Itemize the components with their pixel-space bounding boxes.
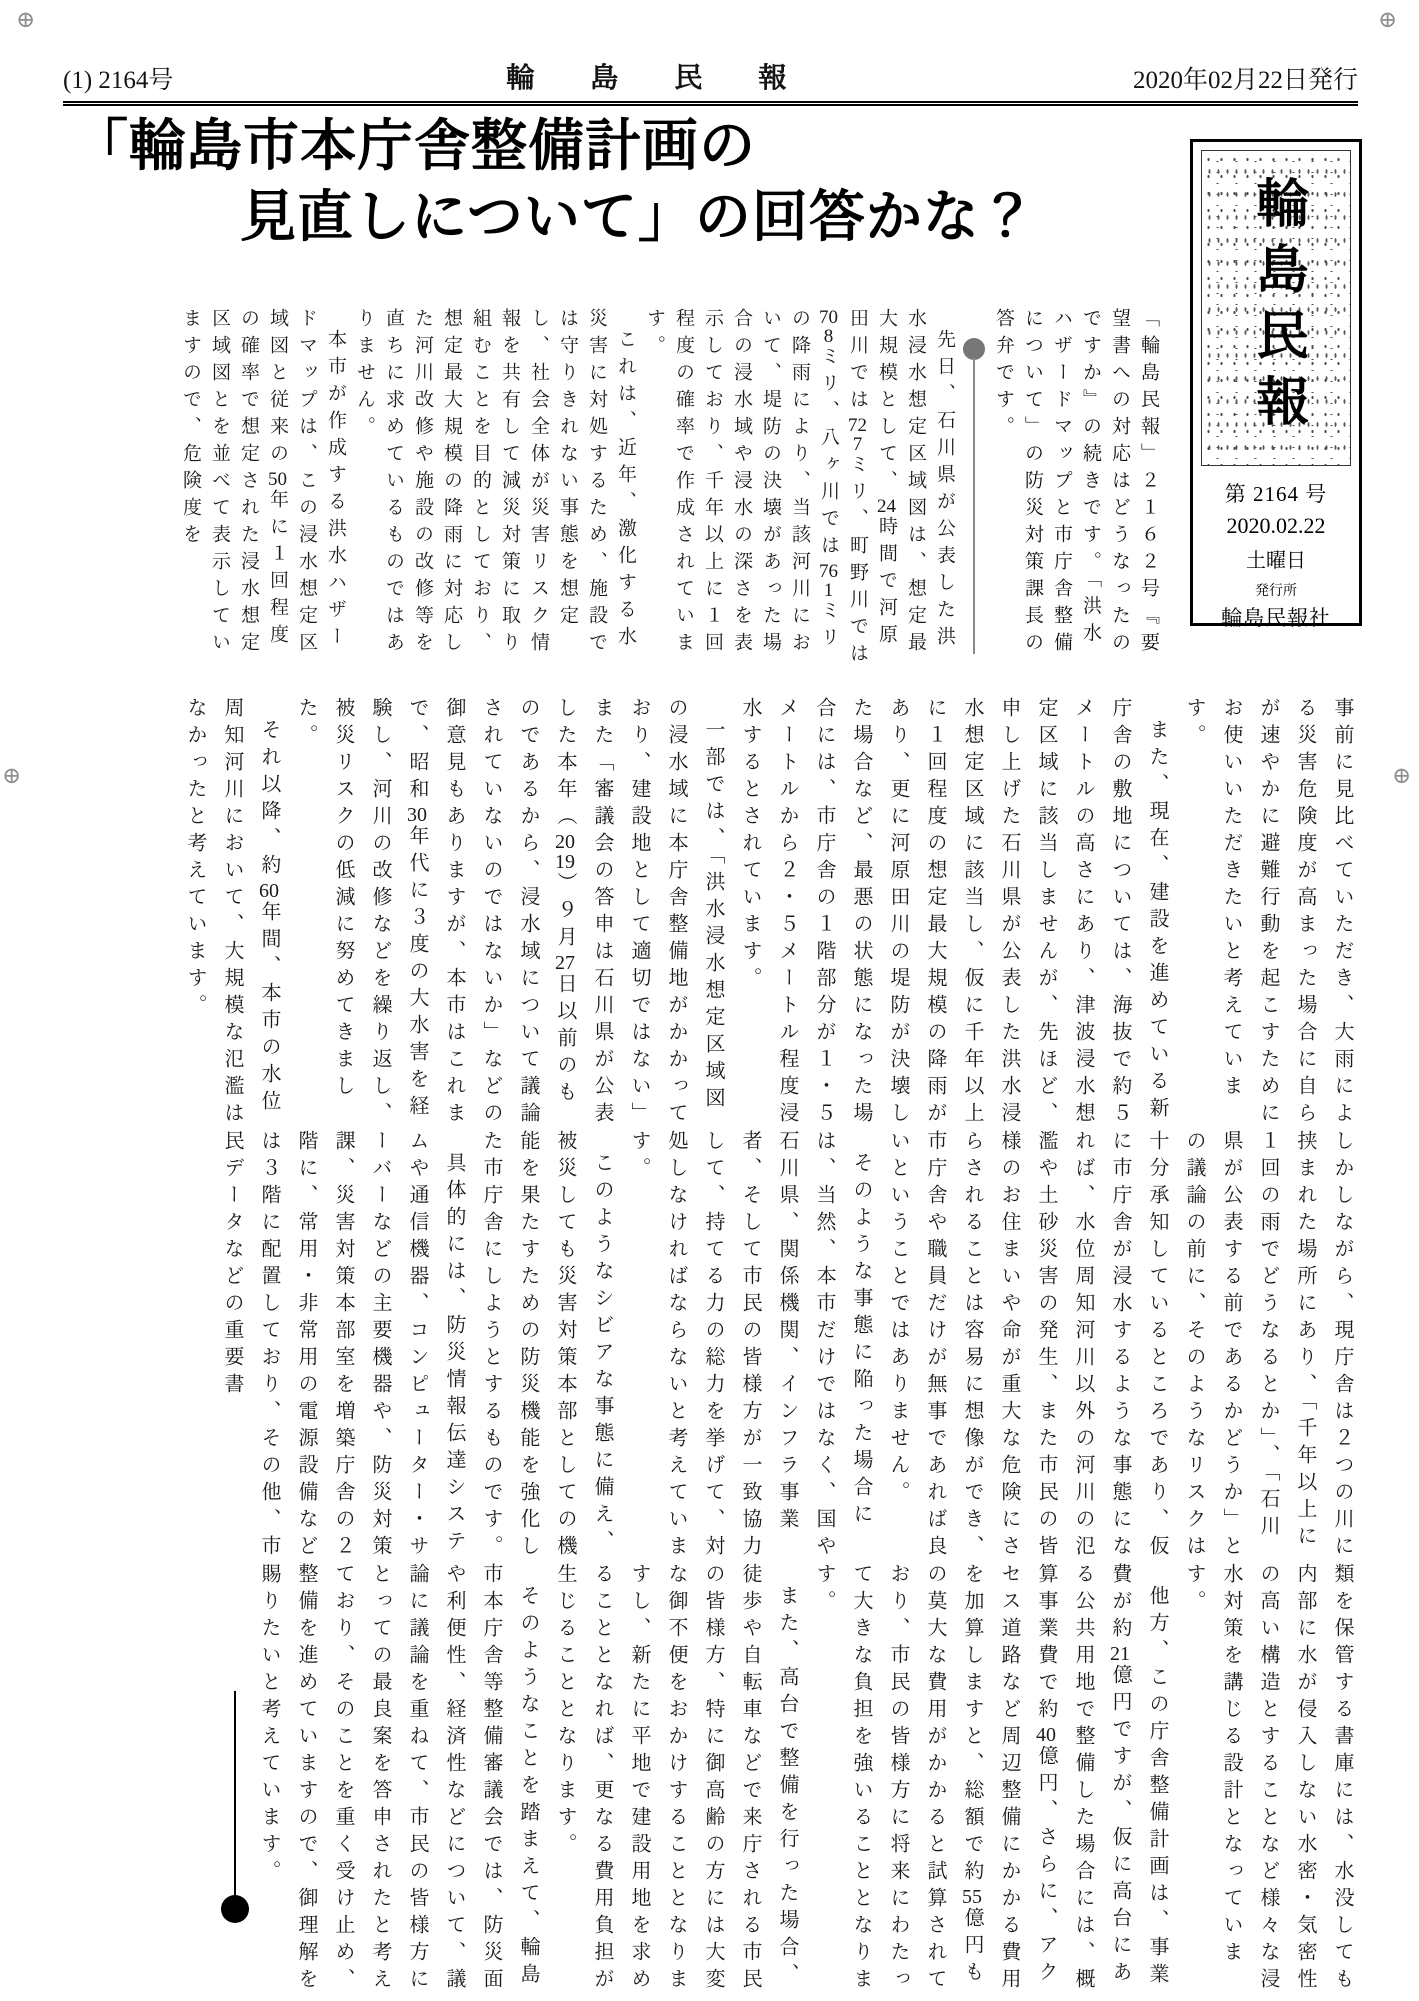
- masthead-publisher: 輪島民報社: [1221, 606, 1331, 630]
- masthead-issue-number: 第 2164 号: [1224, 482, 1328, 506]
- headline-line-2: 見直しについて」の回答かな？: [240, 185, 1037, 248]
- masthead-box: [1190, 139, 1362, 630]
- article-headline: [72, 110, 1037, 252]
- number-tcy: 72: [848, 416, 867, 435]
- masthead-publisher-label: 発行所: [1255, 584, 1297, 599]
- article-paragraph: 事前に見比べていただき、大雨による災害危険度が高まった場合に自らが速やかに避難行動を起こすためにお使いいただきたいと考えています。: [1183, 697, 1353, 1129]
- article-paragraph: しかしながら、現庁舎は２つの川に挟まれた場所にあり、「千年以上に１回の雨でどうなるとか」、「石川県が公表する前であるかどうか」との議論の前に、そのようなリスクは十分承知しているところであり、仮に市庁舎が浸水するような事態になれば、水位周知河川以外の河川の氾濫や土砂災害の発生、また市民の皆様のお住まいや命が重大な危険にさらされることは容易に想像ができ、市庁舎や職員だけが無事であれば良いということではありません。: [887, 1130, 1353, 1562]
- article-paragraph: また、現在、建設を進めている新庁舎の敷地については、海抜で約５メートルの高さにあり、津波浸水想定区域に該当しませんが、先ほど、申し上げた石川県が公表した洪水浸水想定区域に該当し、仮に千年以上に１回程度の想定最大規模の降雨があり、更に河原田川の堤防が決壊した場合など、最悪の状態になった場合には、市庁舎の１階部分が１・５メートルから２・５メートル程度浸水するとされています。: [739, 697, 1168, 1129]
- number-tcy: 21: [1110, 1644, 1130, 1664]
- registration-mark-icon: ⊕: [16, 7, 36, 32]
- number-tcy: 50: [268, 470, 287, 489]
- number-tcy: 55: [962, 1887, 982, 1907]
- registration-mark-icon: ⊕: [1378, 7, 1398, 32]
- header-rule: [63, 101, 1358, 106]
- masthead-date: 2020.02.22: [1226, 513, 1326, 538]
- article-paragraph: 他方、この庁舎整備計画は、事業費が約21億円ですが、仮に高台にある公共用地で整備した場合には、概算事業費で約40億円、さらに、アクセス道路など周辺整備にかかる費用を加算しますと、総額で約55億円もの莫大な費用がかかると試算されており、市民の皆様方に将来にわたって大きな負担を強いることとなります。: [813, 1563, 1168, 1995]
- registration-mark-icon: ⊕: [2, 763, 22, 788]
- article-paragraph: 本市が作成する洪水ハザードマップは、この浸水想定区域図と従来の50年に１回程度の確率で想定された浸水想定区域図とを並べて表示していますので、危険度を: [180, 308, 346, 659]
- number-tcy: 70: [819, 308, 838, 327]
- headline-line-1: 「輪島市本庁舎整備計画の: [72, 114, 756, 177]
- article-end-mark-icon: [220, 1563, 250, 1996]
- number-tcy: 7: [852, 435, 863, 454]
- number-tcy: 40: [1036, 1725, 1056, 1745]
- number-tcy: 1: [823, 581, 834, 600]
- article-paragraph: それ以降、約60年間、本市の水位周知河川において、大規模な氾濫はなかったと考えています。: [184, 697, 280, 1129]
- article-band-2: [63, 697, 1360, 1130]
- page-issue-number: (1) 2164号: [63, 67, 174, 94]
- number-tcy: 60: [259, 881, 279, 901]
- article-paragraph: 具体的には、防災情報伝達システムや通信機器、コンピューター・サーバーなどの主要機器や、防災対策課、災害対策本部室を増築庁舎の２階に、常用・非常用の電源設備などは３階に配置しており、その他、市民データなどの重要書: [221, 1130, 465, 1562]
- number-tcy: 24: [877, 497, 896, 516]
- number-tcy: 19: [555, 852, 575, 872]
- article-intro-paragraph: 「輪島民報」２１６２号『要望書への対応はどうなったのですか』の続きです。「洪水ハザードマップと市庁舎整備について」の防災対策課長の答弁です。: [993, 308, 1159, 659]
- article-paragraph: そのような事態に陥った場合には、当然、本市だけではなく、国や石川県、関係機関、インフラ事業者、そして市民の皆様方が一致協力して、持てる力の総力を挙げて、対処しなければならないと考えています。: [628, 1130, 872, 1562]
- number-tcy: 8: [823, 327, 834, 346]
- lead-mark-icon: [959, 308, 989, 676]
- number-tcy: 76: [819, 562, 838, 581]
- article-paragraph: このようなシビアな事態に備え、被災しても災害対策本部としての機能を果たすための防災機能を強化した市庁舎にしようとするものです。: [480, 1130, 613, 1562]
- article-paragraph: また、高台で整備を行った場合、徒歩や自転車などで来庁される市民の皆様方、特に御高齢の方には大変な御不便をおかけすることとなりますし、新たに平地で建設用地を求めることとなれば、更なる費用負担が生じることとなります。: [554, 1563, 798, 1995]
- masthead-title-box: [1201, 150, 1351, 466]
- number-tcy: 20: [555, 832, 575, 852]
- masthead-day-of-week: 土曜日: [1246, 550, 1306, 572]
- article-band-3: [63, 1130, 1360, 1563]
- newspaper-title: 輪 島 民 報: [506, 63, 801, 94]
- publication-date: 2020年02月22日発行: [1132, 67, 1358, 94]
- article-paragraph: 類を保管する書庫には、水没しても内部に水が侵入しない水密・気密性の高い構造とすることなど様々な浸水対策を講じる設計となっています。: [1183, 1563, 1353, 1995]
- masthead-title: 輪島民報: [1248, 176, 1305, 440]
- article-band-1: [63, 308, 1163, 676]
- article-paragraph: これは、近年、激化する水災害に対処するため、施設では守りきれない事態を想定し、社会全体が災害リスク情報を共有して減災対策に取り組むことを目的としており、想定最大規模の降雨に対応した河川改修や施設の改修等を直ちに求めているものではありません。: [354, 308, 636, 659]
- masthead-info: [1201, 478, 1351, 632]
- number-tcy: 27: [555, 953, 575, 973]
- article-paragraph: 先日、石川県が公表した洪水浸水想定区域図は、想定最大規模として、24時間で河原田川では727ミリ、町野川では708ミリ、八ヶ川では761ミリの降雨により、当該河川において、堤防の決壊があった場合の浸水域や浸水の深さを表示しており、千年以上に１回程度の確率で作成されています。: [644, 308, 955, 670]
- article-paragraph: 一部では、「洪水浸水想定区域図の浸水域に本庁舎整備地がかかっており、建設地として適切ではない」また「審議会の答申は石川県が公表した本年（2019）９月27日以前のものであるから、浸水域について議論されていないのではないか」などの御意見もありますが、本市はこれまで、昭和30年代に３度の大水害を経験し、河川の改修などを繰り返し、被災リスクの低減に努めてきました。: [295, 697, 724, 1129]
- registration-mark-icon: ⊕: [1392, 763, 1412, 788]
- number-tcy: 30: [407, 805, 427, 825]
- article-band-4: [63, 1563, 1360, 1996]
- page-header: [63, 56, 1358, 96]
- article-paragraph: そのようなことを踏まえて、輪島市本庁舎等整備審議会では、防災面や利便性、経済性などについて、議論に議論を重ねて、市民の皆様方にとっての最良案を答申されたと考えており、そのことを重く受け止め、整備を進めていますので、御理解を賜りたいと考えています。: [258, 1563, 539, 1995]
